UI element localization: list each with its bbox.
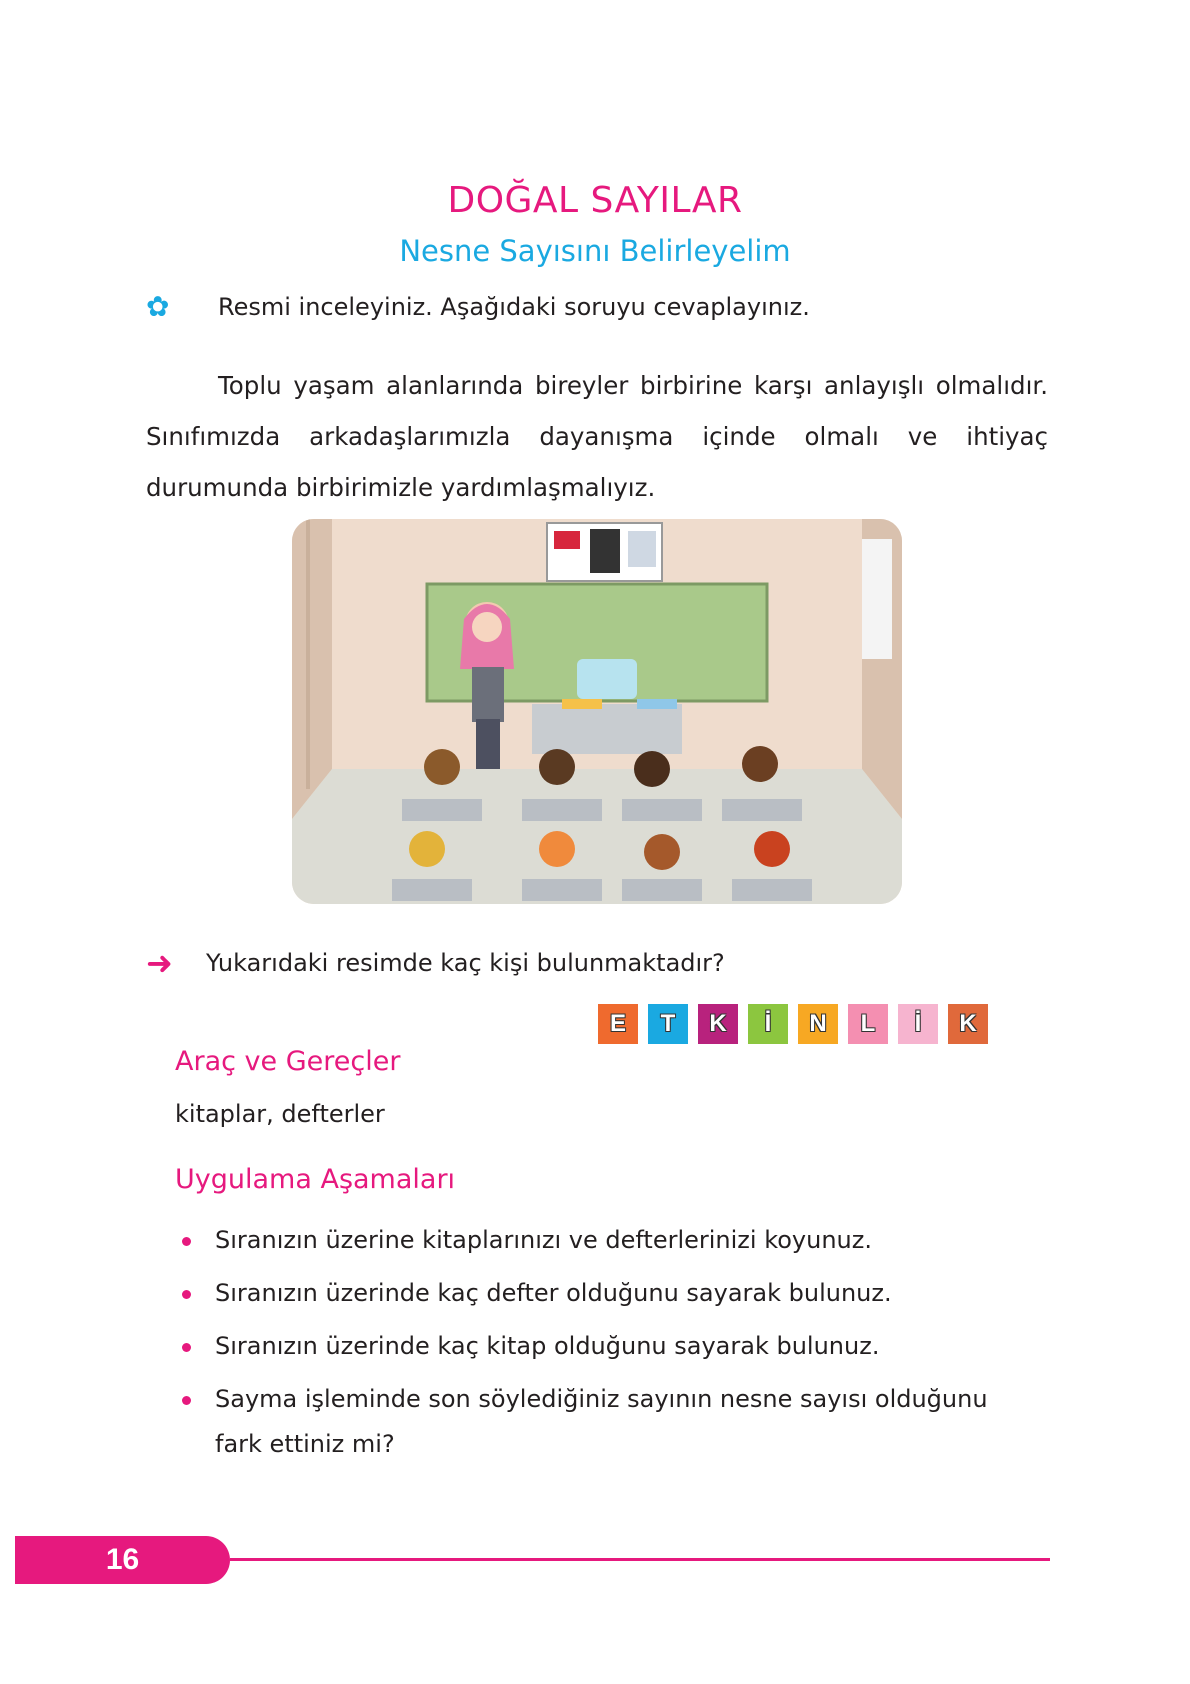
materials-heading: Araç ve Gereçler (175, 1046, 401, 1077)
flower-icon: ✿ (146, 290, 170, 323)
list-item: Sıranızın üzerinde kaç defter olduğunu sayarak bulunuz. (175, 1271, 1035, 1316)
question (146, 944, 725, 982)
etkinlik-letter: N (798, 1004, 838, 1044)
page-number: 16 (15, 1536, 230, 1584)
instruction-text: Resmi inceleyiniz. Aşağıdaki soruyu cevaplayınız. (218, 292, 810, 321)
arrow-right-icon: ➜ (146, 944, 173, 982)
etkinlik-letter: K (948, 1004, 988, 1044)
etkinlik-letter: İ (748, 1004, 788, 1044)
instruction (146, 290, 810, 323)
list-item: Sıranızın üzerinde kaç kitap olduğunu sayarak bulunuz. (175, 1324, 1035, 1369)
classroom-illustration (292, 519, 902, 904)
footer-divider (230, 1558, 1050, 1561)
classroom-scene-svg (292, 519, 902, 904)
list-item: Sayma işleminde son söylediğiniz sayının nesne sayısı olduğunu fark ettiniz mi? (175, 1377, 1035, 1467)
materials-text: kitaplar, defterler (175, 1100, 385, 1128)
steps-list (175, 1218, 1035, 1475)
etkinlik-letter: L (848, 1004, 888, 1044)
intro-paragraph: Toplu yaşam alanlarında bireyler birbirine karşı anlayışlı olmalıdır. Sınıfımızda arkadaşlarımızla dayanışma içinde olmalı ve ihtiyaç durumunda birbirimizle yardımlaşmalıyız. (146, 371, 1048, 502)
etkinlik-letter: İ (898, 1004, 938, 1044)
etkinlik-banner (598, 1004, 988, 1044)
list-item: Sıranızın üzerine kitaplarınızı ve defterlerinizi koyunuz. (175, 1218, 1035, 1263)
question-text: Yukarıdaki resimde kaç kişi bulunmaktadır? (206, 949, 725, 977)
steps-heading: Uygulama Aşamaları (175, 1164, 456, 1195)
page-title: DOĞAL SAYILAR (447, 180, 743, 221)
etkinlik-letter: K (698, 1004, 738, 1044)
etkinlik-letter: E (598, 1004, 638, 1044)
etkinlik-letter: T (648, 1004, 688, 1044)
page-subtitle: Nesne Sayısını Belirleyelim (399, 234, 791, 268)
